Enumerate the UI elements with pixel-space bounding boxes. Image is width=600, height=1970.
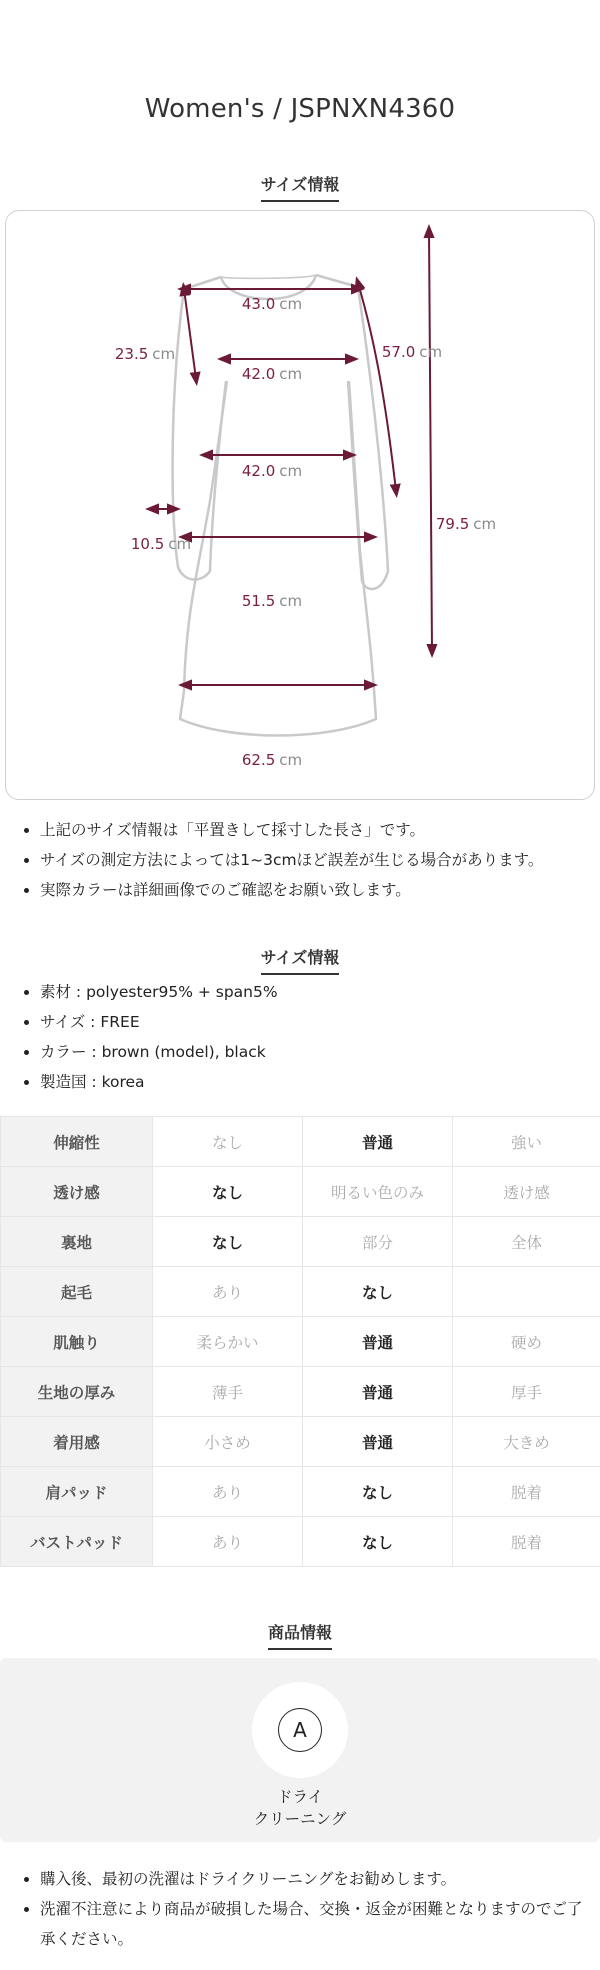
hem-label: 62.5 cm — [241, 751, 303, 769]
attribute-option: あり — [153, 1517, 303, 1567]
table-row — [1, 1367, 600, 1417]
table-row — [1, 1267, 600, 1317]
attribute-option — [453, 1267, 600, 1317]
cuff-label: 10.5 cm — [130, 535, 192, 553]
size-diagram — [5, 210, 595, 800]
product-info-list — [18, 977, 588, 1097]
attribute-option: 明るい色のみ — [303, 1167, 453, 1217]
attribute-option: 厚手 — [453, 1367, 600, 1417]
attribute-option: なし — [153, 1217, 303, 1267]
attribute-option: 薄手 — [153, 1367, 303, 1417]
dress-outline — [173, 275, 388, 736]
total-length-label: 79.5 cm — [435, 515, 497, 533]
sleeve-line — [358, 283, 396, 491]
care-info-box — [0, 1658, 600, 1842]
list-item: 購入後、最初の洗濯はドライクリーニングをお勧めします。 — [18, 1864, 588, 1894]
list-item: 実際カラーは詳細画像でのご確認をお願い致します。 — [18, 875, 588, 905]
product-section-heading: 商品情報 — [0, 1620, 600, 1650]
attribute-option: 透け感 — [453, 1167, 600, 1217]
attribute-label: 着用感 — [1, 1417, 153, 1467]
attribute-table — [0, 1116, 600, 1567]
attribute-option: 脱着 — [453, 1467, 600, 1517]
attribute-option: 脱着 — [453, 1517, 600, 1567]
attribute-label: 肌触り — [1, 1317, 153, 1367]
shoulder-label: 43.0 cm — [241, 295, 303, 313]
attribute-option: 普通 — [303, 1117, 453, 1167]
list-item: サイズ : FREE — [18, 1007, 588, 1037]
attribute-option: 強い — [453, 1117, 600, 1167]
list-item: 上記のサイズ情報は「平置きして採寸した長さ」です。 — [18, 815, 588, 845]
attribute-option: 普通 — [303, 1417, 453, 1467]
care-icon-circle — [252, 1682, 348, 1778]
page-title: Women's / JSPNXN4360 — [144, 94, 456, 124]
dress-diagram-svg — [6, 211, 594, 799]
total-length-line — [429, 231, 432, 651]
attribute-option: あり — [153, 1267, 303, 1317]
attribute-option: 普通 — [303, 1317, 453, 1367]
attribute-option: 普通 — [303, 1367, 453, 1417]
list-item: サイズの測定方法によっては1~3cmほど誤差が生じる場合があります。 — [18, 845, 588, 875]
care-notes-list — [18, 1864, 588, 1954]
table-row — [1, 1167, 600, 1217]
chest-label: 42.0 cm — [241, 365, 303, 383]
attribute-option: 大きめ — [453, 1417, 600, 1467]
attribute-label: 伸縮性 — [1, 1117, 153, 1167]
table-row — [1, 1417, 600, 1467]
waist-label: 42.0 cm — [241, 462, 303, 480]
attribute-label: 透け感 — [1, 1167, 153, 1217]
attribute-option: あり — [153, 1467, 303, 1517]
table-row — [1, 1117, 600, 1167]
sleeve-label: 57.0 cm — [381, 343, 443, 361]
attribute-option: 部分 — [303, 1217, 453, 1267]
attribute-label: 起毛 — [1, 1267, 153, 1317]
attribute-option: なし — [303, 1267, 453, 1317]
attribute-option: なし — [303, 1467, 453, 1517]
attribute-label: 肩パッド — [1, 1467, 153, 1517]
attribute-option: 柔らかい — [153, 1317, 303, 1367]
attribute-option: 小さめ — [153, 1417, 303, 1467]
size-section-heading: サイズ情報 — [0, 172, 600, 202]
attribute-label: 裏地 — [1, 1217, 153, 1267]
list-item: カラー : brown (model), black — [18, 1037, 588, 1067]
attribute-option: 硬め — [453, 1317, 600, 1367]
attribute-label: バストパッド — [1, 1517, 153, 1567]
list-item: 製造国 : korea — [18, 1067, 588, 1097]
table-row — [1, 1217, 600, 1267]
hip-label: 51.5 cm — [241, 592, 303, 610]
armhole-label: 23.5 cm — [114, 345, 176, 363]
list-item: 洗濯不注意により商品が破損した場合、交換・返金が困難となりますのでご了承ください。 — [18, 1894, 588, 1954]
attribute-option: 全体 — [453, 1217, 600, 1267]
attribute-option: なし — [153, 1167, 303, 1217]
size-notes-list — [18, 815, 588, 905]
attribute-option: なし — [303, 1517, 453, 1567]
dry-clean-icon: A — [278, 1708, 322, 1752]
care-label: ドライ クリーニング — [253, 1788, 347, 1828]
info-section-heading: サイズ情報 — [0, 945, 600, 975]
attribute-option: なし — [153, 1117, 303, 1167]
attribute-label: 生地の厚み — [1, 1367, 153, 1417]
armhole-line — [184, 289, 196, 379]
list-item: 素材 : polyester95% + span5% — [18, 977, 588, 1007]
table-row — [1, 1467, 600, 1517]
table-row — [1, 1317, 600, 1367]
table-row — [1, 1517, 600, 1567]
